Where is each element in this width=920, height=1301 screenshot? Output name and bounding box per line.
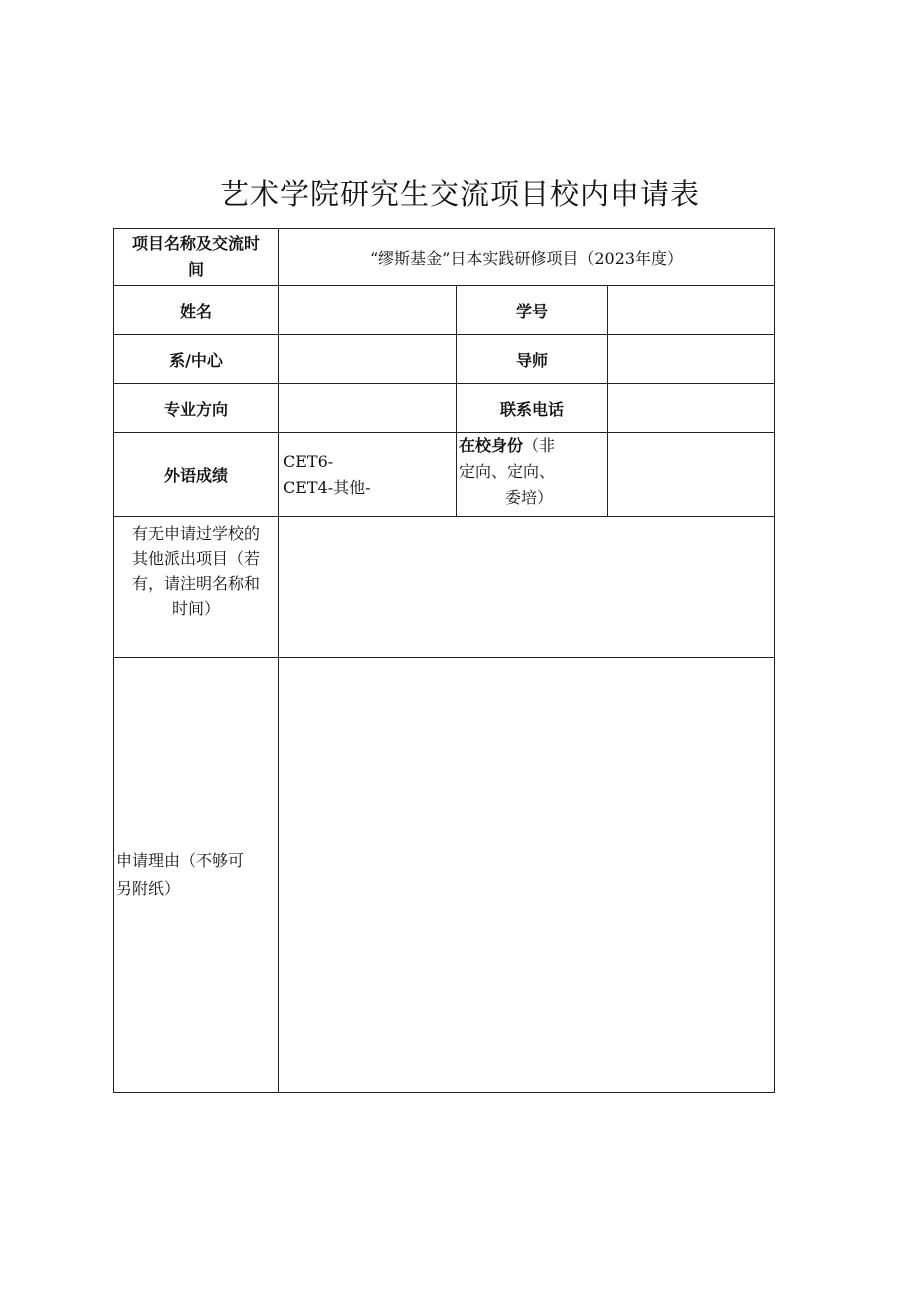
name-label: 姓名: [114, 286, 279, 335]
major-field[interactable]: [279, 384, 457, 433]
other-programs-line2: 其他派出项目（若: [131, 549, 260, 568]
phone-label: 联系电话: [457, 384, 608, 433]
status-field[interactable]: [608, 433, 775, 517]
student-id-field[interactable]: [608, 286, 775, 335]
other-programs-field[interactable]: [279, 517, 775, 658]
cet4-other-text: CET4-其他-: [283, 477, 371, 497]
row-project: [114, 229, 775, 286]
other-programs-line3: 有，请注明名称和: [131, 574, 260, 593]
advisor-label: 导师: [457, 335, 608, 384]
other-programs-line1: 有无申请过学校的: [131, 524, 260, 543]
form-title: 艺术学院研究生交流项目校内申请表: [219, 177, 700, 211]
reason-label: [114, 658, 279, 1093]
project-label-line2: 间: [187, 260, 204, 279]
reason-field[interactable]: [279, 658, 775, 1093]
row-other-programs: [114, 517, 775, 658]
language-score-label: 外语成绩: [114, 433, 279, 517]
application-form-table: [113, 228, 775, 1093]
advisor-field[interactable]: [608, 335, 775, 384]
row-major: [114, 384, 775, 433]
phone-field[interactable]: [608, 384, 775, 433]
project-label-line1: 项目名称及交流时: [131, 234, 260, 253]
reason-line1: 申请理由（不够可: [116, 851, 245, 870]
name-field[interactable]: [279, 286, 457, 335]
status-label-bold: 在校身份: [459, 436, 524, 455]
status-label-cell: [457, 433, 608, 517]
major-label: 专业方向: [114, 384, 279, 433]
other-programs-line4: 时间）: [171, 599, 220, 618]
department-label: 系/中心: [114, 335, 279, 384]
department-field[interactable]: [279, 335, 457, 384]
cet6-text: CET6-: [283, 451, 334, 471]
row-reason: [114, 658, 775, 1093]
language-score-field[interactable]: [279, 433, 457, 517]
row-department: [114, 335, 775, 384]
status-label-rest: （非: [523, 436, 556, 455]
student-id-label: 学号: [457, 286, 608, 335]
project-label-cell: [114, 229, 279, 286]
project-value-cell[interactable]: [279, 229, 775, 286]
project-value: “缪斯基金”日本实践研修项目（2023年度）: [369, 248, 684, 268]
other-programs-label: [114, 517, 279, 658]
row-name: [114, 286, 775, 335]
status-label-line2: 定向、定向、: [459, 462, 556, 481]
reason-line2: 另附纸）: [116, 879, 181, 898]
row-language: [114, 433, 775, 517]
status-label-line3: 委培）: [505, 488, 554, 507]
